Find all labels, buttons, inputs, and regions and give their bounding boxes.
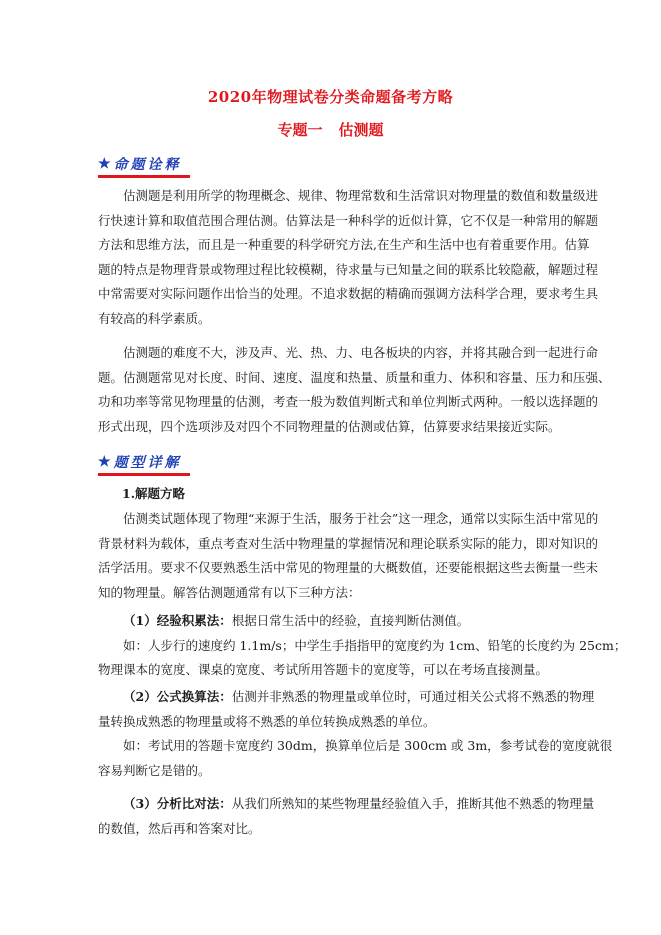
method-2-line [98, 685, 595, 710]
text-line: 量转换成熟悉的物理量或将不熟悉的单位转换成熟悉的单位。 [98, 713, 436, 729]
text-line: 的数值，然后再和答案对比。 [98, 820, 261, 836]
star-icon: ★ [98, 454, 111, 470]
text-line: 估测题是利用所学的物理概念、规律、物理常数和生活常识对物理量的数值和数量级进 [123, 188, 599, 203]
method-2-text: 估测并非熟悉的物理量或单位时，可通过相关公式将不熟悉的物理 [231, 689, 595, 704]
text-line: 背景材料为载体，重点考查对生活中物理量的掌握情况和理论联系实际的能力，即对知识的 [98, 535, 599, 551]
subtitle-topic-number: 专题一 [277, 121, 323, 139]
text-line: 形式出现，四个选项涉及对四个不同物理量的估测或估算，估算要求结果接近实际。 [98, 418, 561, 434]
text-line: 如：考试用的答题卡宽度约 30dm，换算单位后是 300cm 或 3m，参考试卷的宽度就很 [123, 738, 613, 753]
text-line: 有较高的科学素质。 [98, 310, 211, 326]
section-heading-question-types [98, 451, 190, 476]
section1-paragraph-2 [98, 341, 611, 439]
text-line: 方法和思维方法，而且是一种重要的科学研究方法,在生产和生活中也有着重要作用。估算 [98, 237, 590, 252]
document-subtitle [0, 119, 661, 140]
section2-paragraph-1 [98, 507, 599, 605]
text-line: 中常需要对实际问题作出恰当的处理。不追求数据的精确而强调方法科学合理，要求考生具 [98, 286, 599, 301]
text-line: 如：人步行的速度约 1.1m/s；中学生手指指甲的宽度约为 1cm、铅笔的长度约为 25cm； [123, 637, 627, 653]
method-1 [98, 609, 627, 683]
section-heading-label: 命题诠释 [113, 157, 182, 173]
text-line: 估测类试题体现了物理“来源于生活，服务于社会”这一理念，通常以实际生活中常见的 [123, 511, 599, 526]
text-line: 题。估测题常见对长度、时间、速度、温度和热量、质量和重力、体积和容量、压力和压强、 [98, 369, 611, 385]
section-heading-label: 题型详解 [113, 455, 182, 471]
method-1-line [98, 609, 548, 634]
text-line: 容易判断它是错的。 [98, 762, 211, 778]
method-1-label: （1）经验积累法： [123, 613, 232, 628]
text-line: 行快速计算和取值范围合理估测。估算法是一种科学的近似计算，它不仅是一种常用的解题 [98, 212, 599, 228]
text-line: 功和功率等常见物理量的估测，考查一般为数值判断式和单位判断式两种。一般以选择题的 [98, 394, 599, 409]
method-3-line [98, 792, 595, 817]
method-2 [98, 685, 613, 783]
section-heading-interpretation [98, 153, 190, 178]
section1-paragraph-1 [98, 184, 599, 331]
subsection-heading: 1.解题方略 [122, 486, 186, 501]
method-3-text: 从我们所熟知的某些物理量经验值入手，推断其他不熟悉的物理量 [231, 796, 595, 811]
document-title: 2020年物理试卷分类命题备考方略 [207, 88, 454, 106]
method-3 [98, 792, 595, 841]
method-2-label: （2）公式换算法： [123, 689, 232, 704]
method-3-label: （3）分析比对法： [123, 796, 232, 811]
text-line: 活学活用。要求不仅要熟悉生活中常见的物理量的大概数值，还要能根据这些去衡量一些未 [98, 560, 599, 575]
text-line: 估测题的难度不大，涉及声、光、热、力、电各板块的内容，并将其融合到一起进行命 [123, 345, 599, 360]
text-line: 知的物理量。解答估测题通常有以下三种方法： [98, 584, 361, 600]
text-line: 题的特点是物理背景或物理过程比较模糊，待求量与已知量之间的联系比较隐蔽，解题过程 [98, 261, 599, 277]
text-line: 物理课本的宽度、课桌的宽度、考试所用答题卡的宽度等，可以在考场直接测量。 [98, 662, 549, 677]
subtitle-topic-name: 估测题 [338, 121, 384, 139]
method-1-text: 根据日常生活中的经验，直接判断估测值。 [231, 613, 470, 628]
star-icon: ★ [98, 156, 111, 172]
